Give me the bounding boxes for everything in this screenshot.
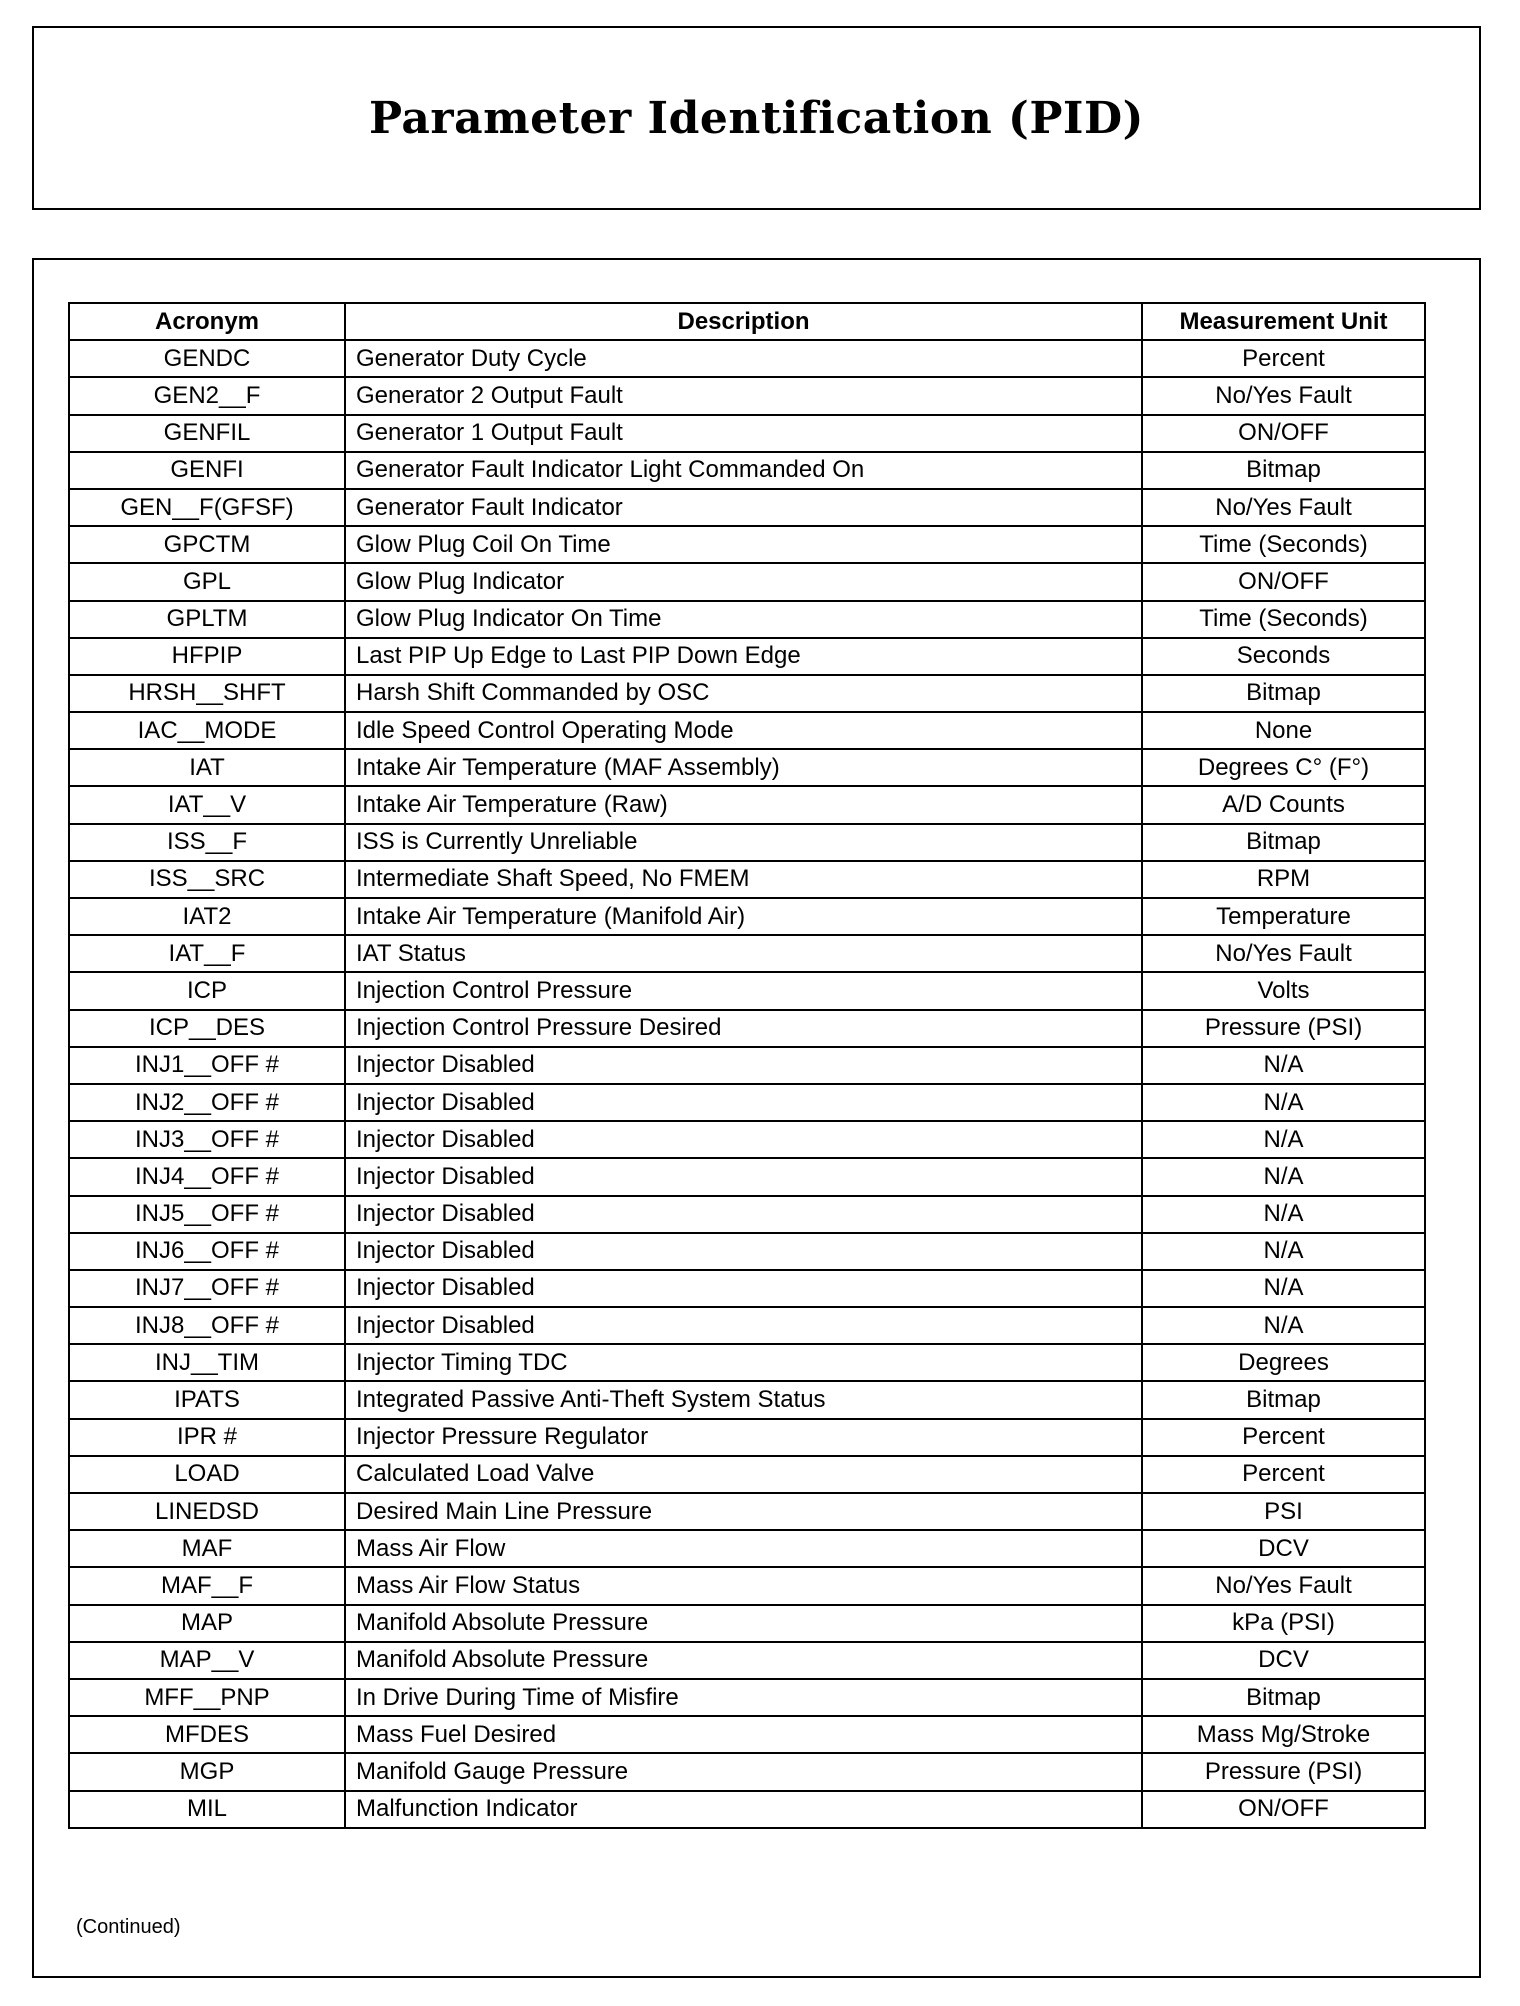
acronym-cell: GPCTM xyxy=(69,526,345,563)
table-row xyxy=(69,898,1425,935)
description-cell: Glow Plug Indicator xyxy=(345,563,1142,600)
acronym-cell: MIL xyxy=(69,1791,345,1828)
acronym-cell: IAT__V xyxy=(69,786,345,823)
description-cell: Glow Plug Coil On Time xyxy=(345,526,1142,563)
description-cell: ISS is Currently Unreliable xyxy=(345,824,1142,861)
table-row xyxy=(69,786,1425,823)
acronym-cell: IAT xyxy=(69,749,345,786)
acronym-cell: MAP xyxy=(69,1605,345,1642)
description-cell: Manifold Absolute Pressure xyxy=(345,1605,1142,1642)
page-title: Parameter Identification (PID) xyxy=(369,92,1144,144)
table-row xyxy=(69,749,1425,786)
table-row xyxy=(69,415,1425,452)
unit-cell: DCV xyxy=(1142,1530,1425,1567)
acronym-cell: IAT__F xyxy=(69,935,345,972)
description-cell: Generator 1 Output Fault xyxy=(345,415,1142,452)
unit-cell: Bitmap xyxy=(1142,824,1425,861)
description-cell: Generator 2 Output Fault xyxy=(345,377,1142,414)
description-cell: Mass Air Flow Status xyxy=(345,1567,1142,1604)
table-row xyxy=(69,1567,1425,1604)
unit-cell: No/Yes Fault xyxy=(1142,1567,1425,1604)
description-cell: Malfunction Indicator xyxy=(345,1791,1142,1828)
unit-cell: Degrees C° (F°) xyxy=(1142,749,1425,786)
unit-cell: Bitmap xyxy=(1142,452,1425,489)
table-row xyxy=(69,1381,1425,1418)
unit-cell: Percent xyxy=(1142,1456,1425,1493)
description-cell: Generator Fault Indicator Light Commanded On xyxy=(345,452,1142,489)
unit-cell: N/A xyxy=(1142,1233,1425,1270)
table-row xyxy=(69,712,1425,749)
description-cell: In Drive During Time of Misfire xyxy=(345,1679,1142,1716)
acronym-cell: INJ3__OFF # xyxy=(69,1121,345,1158)
acronym-cell: INJ5__OFF # xyxy=(69,1196,345,1233)
unit-cell: A/D Counts xyxy=(1142,786,1425,823)
description-cell: Injector Pressure Regulator xyxy=(345,1419,1142,1456)
description-cell: Injector Disabled xyxy=(345,1233,1142,1270)
table-row xyxy=(69,1753,1425,1790)
table-row xyxy=(69,1530,1425,1567)
acronym-cell: GENFI xyxy=(69,452,345,489)
unit-cell: N/A xyxy=(1142,1158,1425,1195)
description-cell: Injector Disabled xyxy=(345,1270,1142,1307)
description-cell: Mass Fuel Desired xyxy=(345,1716,1142,1753)
table-row xyxy=(69,1084,1425,1121)
description-cell: Last PIP Up Edge to Last PIP Down Edge xyxy=(345,638,1142,675)
unit-cell: N/A xyxy=(1142,1307,1425,1344)
table-row xyxy=(69,526,1425,563)
table-row xyxy=(69,1233,1425,1270)
acronym-cell: MFDES xyxy=(69,1716,345,1753)
description-cell: Intake Air Temperature (Manifold Air) xyxy=(345,898,1142,935)
acronym-cell: ISS__SRC xyxy=(69,861,345,898)
acronym-cell: LINEDSD xyxy=(69,1493,345,1530)
table-row xyxy=(69,1456,1425,1493)
table-row xyxy=(69,935,1425,972)
unit-cell: Bitmap xyxy=(1142,1679,1425,1716)
unit-cell: RPM xyxy=(1142,861,1425,898)
header-description: Description xyxy=(345,303,1142,340)
description-cell: Manifold Gauge Pressure xyxy=(345,1753,1142,1790)
unit-cell: N/A xyxy=(1142,1196,1425,1233)
unit-cell: No/Yes Fault xyxy=(1142,489,1425,526)
unit-cell: Time (Seconds) xyxy=(1142,526,1425,563)
unit-cell: Percent xyxy=(1142,1419,1425,1456)
acronym-cell: MAF xyxy=(69,1530,345,1567)
table-header-row xyxy=(69,303,1425,340)
unit-cell: N/A xyxy=(1142,1270,1425,1307)
title-box xyxy=(32,26,1481,210)
table-row xyxy=(69,824,1425,861)
description-cell: Intake Air Temperature (MAF Assembly) xyxy=(345,749,1142,786)
unit-cell: Mass Mg/Stroke xyxy=(1142,1716,1425,1753)
acronym-cell: IPR # xyxy=(69,1419,345,1456)
unit-cell: kPa (PSI) xyxy=(1142,1605,1425,1642)
table-row xyxy=(69,638,1425,675)
header-acronym: Acronym xyxy=(69,303,345,340)
table-body xyxy=(69,340,1425,1828)
table-row xyxy=(69,1679,1425,1716)
table-row xyxy=(69,1047,1425,1084)
acronym-cell: MGP xyxy=(69,1753,345,1790)
description-cell: Idle Speed Control Operating Mode xyxy=(345,712,1142,749)
header-measurement-unit: Measurement Unit xyxy=(1142,303,1425,340)
table-row xyxy=(69,675,1425,712)
unit-cell: Degrees xyxy=(1142,1344,1425,1381)
acronym-cell: MFF__PNP xyxy=(69,1679,345,1716)
acronym-cell: GENDC xyxy=(69,340,345,377)
acronym-cell: INJ1__OFF # xyxy=(69,1047,345,1084)
description-cell: Mass Air Flow xyxy=(345,1530,1142,1567)
acronym-cell: GEN__F(GFSF) xyxy=(69,489,345,526)
table-row xyxy=(69,1270,1425,1307)
unit-cell: Bitmap xyxy=(1142,675,1425,712)
acronym-cell: GPL xyxy=(69,563,345,600)
table-row xyxy=(69,1158,1425,1195)
description-cell: Desired Main Line Pressure xyxy=(345,1493,1142,1530)
table-row xyxy=(69,452,1425,489)
unit-cell: Time (Seconds) xyxy=(1142,601,1425,638)
table-row xyxy=(69,861,1425,898)
unit-cell: ON/OFF xyxy=(1142,415,1425,452)
unit-cell: N/A xyxy=(1142,1047,1425,1084)
description-cell: Calculated Load Valve xyxy=(345,1456,1142,1493)
acronym-cell: MAF__F xyxy=(69,1567,345,1604)
table-row xyxy=(69,377,1425,414)
acronym-cell: INJ__TIM xyxy=(69,1344,345,1381)
acronym-cell: ISS__F xyxy=(69,824,345,861)
unit-cell: Percent xyxy=(1142,340,1425,377)
unit-cell: DCV xyxy=(1142,1642,1425,1679)
acronym-cell: MAP__V xyxy=(69,1642,345,1679)
table-row xyxy=(69,1493,1425,1530)
continued-note: (Continued) xyxy=(76,1916,181,1938)
acronym-cell: IAT2 xyxy=(69,898,345,935)
description-cell: Harsh Shift Commanded by OSC xyxy=(345,675,1142,712)
unit-cell: Pressure (PSI) xyxy=(1142,1010,1425,1047)
unit-cell: Volts xyxy=(1142,972,1425,1009)
acronym-cell: ICP xyxy=(69,972,345,1009)
unit-cell: N/A xyxy=(1142,1121,1425,1158)
table-row xyxy=(69,1716,1425,1753)
acronym-cell: ICP__DES xyxy=(69,1010,345,1047)
acronym-cell: HFPIP xyxy=(69,638,345,675)
acronym-cell: GENFIL xyxy=(69,415,345,452)
description-cell: Injector Disabled xyxy=(345,1084,1142,1121)
table-row xyxy=(69,1419,1425,1456)
description-cell: Manifold Absolute Pressure xyxy=(345,1642,1142,1679)
unit-cell: Bitmap xyxy=(1142,1381,1425,1418)
table-row xyxy=(69,1605,1425,1642)
table-row xyxy=(69,1642,1425,1679)
acronym-cell: IPATS xyxy=(69,1381,345,1418)
description-cell: Injector Disabled xyxy=(345,1047,1142,1084)
acronym-cell: GPLTM xyxy=(69,601,345,638)
acronym-cell: INJ4__OFF # xyxy=(69,1158,345,1195)
table-row xyxy=(69,489,1425,526)
acronym-cell: INJ7__OFF # xyxy=(69,1270,345,1307)
table-row xyxy=(69,563,1425,600)
pid-table xyxy=(68,302,1426,1829)
unit-cell: ON/OFF xyxy=(1142,1791,1425,1828)
table-row xyxy=(69,972,1425,1009)
acronym-cell: INJ2__OFF # xyxy=(69,1084,345,1121)
unit-cell: No/Yes Fault xyxy=(1142,935,1425,972)
table-row xyxy=(69,601,1425,638)
description-cell: Injector Disabled xyxy=(345,1307,1142,1344)
description-cell: Integrated Passive Anti-Theft System Status xyxy=(345,1381,1142,1418)
table-row xyxy=(69,340,1425,377)
unit-cell: No/Yes Fault xyxy=(1142,377,1425,414)
unit-cell: None xyxy=(1142,712,1425,749)
unit-cell: Temperature xyxy=(1142,898,1425,935)
unit-cell: N/A xyxy=(1142,1084,1425,1121)
description-cell: Injector Timing TDC xyxy=(345,1344,1142,1381)
acronym-cell: HRSH__SHFT xyxy=(69,675,345,712)
description-cell: Generator Duty Cycle xyxy=(345,340,1142,377)
unit-cell: Pressure (PSI) xyxy=(1142,1753,1425,1790)
unit-cell: PSI xyxy=(1142,1493,1425,1530)
acronym-cell: LOAD xyxy=(69,1456,345,1493)
description-cell: Injection Control Pressure Desired xyxy=(345,1010,1142,1047)
description-cell: Intermediate Shaft Speed, No FMEM xyxy=(345,861,1142,898)
description-cell: Generator Fault Indicator xyxy=(345,489,1142,526)
table-row xyxy=(69,1121,1425,1158)
table-row xyxy=(69,1307,1425,1344)
description-cell: Glow Plug Indicator On Time xyxy=(345,601,1142,638)
acronym-cell: GEN2__F xyxy=(69,377,345,414)
description-cell: Injector Disabled xyxy=(345,1121,1142,1158)
description-cell: Intake Air Temperature (Raw) xyxy=(345,786,1142,823)
acronym-cell: INJ6__OFF # xyxy=(69,1233,345,1270)
description-cell: Injector Disabled xyxy=(345,1158,1142,1195)
description-cell: Injection Control Pressure xyxy=(345,972,1142,1009)
unit-cell: ON/OFF xyxy=(1142,563,1425,600)
unit-cell: Seconds xyxy=(1142,638,1425,675)
description-cell: Injector Disabled xyxy=(345,1196,1142,1233)
table-row xyxy=(69,1196,1425,1233)
description-cell: IAT Status xyxy=(345,935,1142,972)
acronym-cell: INJ8__OFF # xyxy=(69,1307,345,1344)
table-row xyxy=(69,1344,1425,1381)
table-row xyxy=(69,1010,1425,1047)
table-row xyxy=(69,1791,1425,1828)
acronym-cell: IAC__MODE xyxy=(69,712,345,749)
